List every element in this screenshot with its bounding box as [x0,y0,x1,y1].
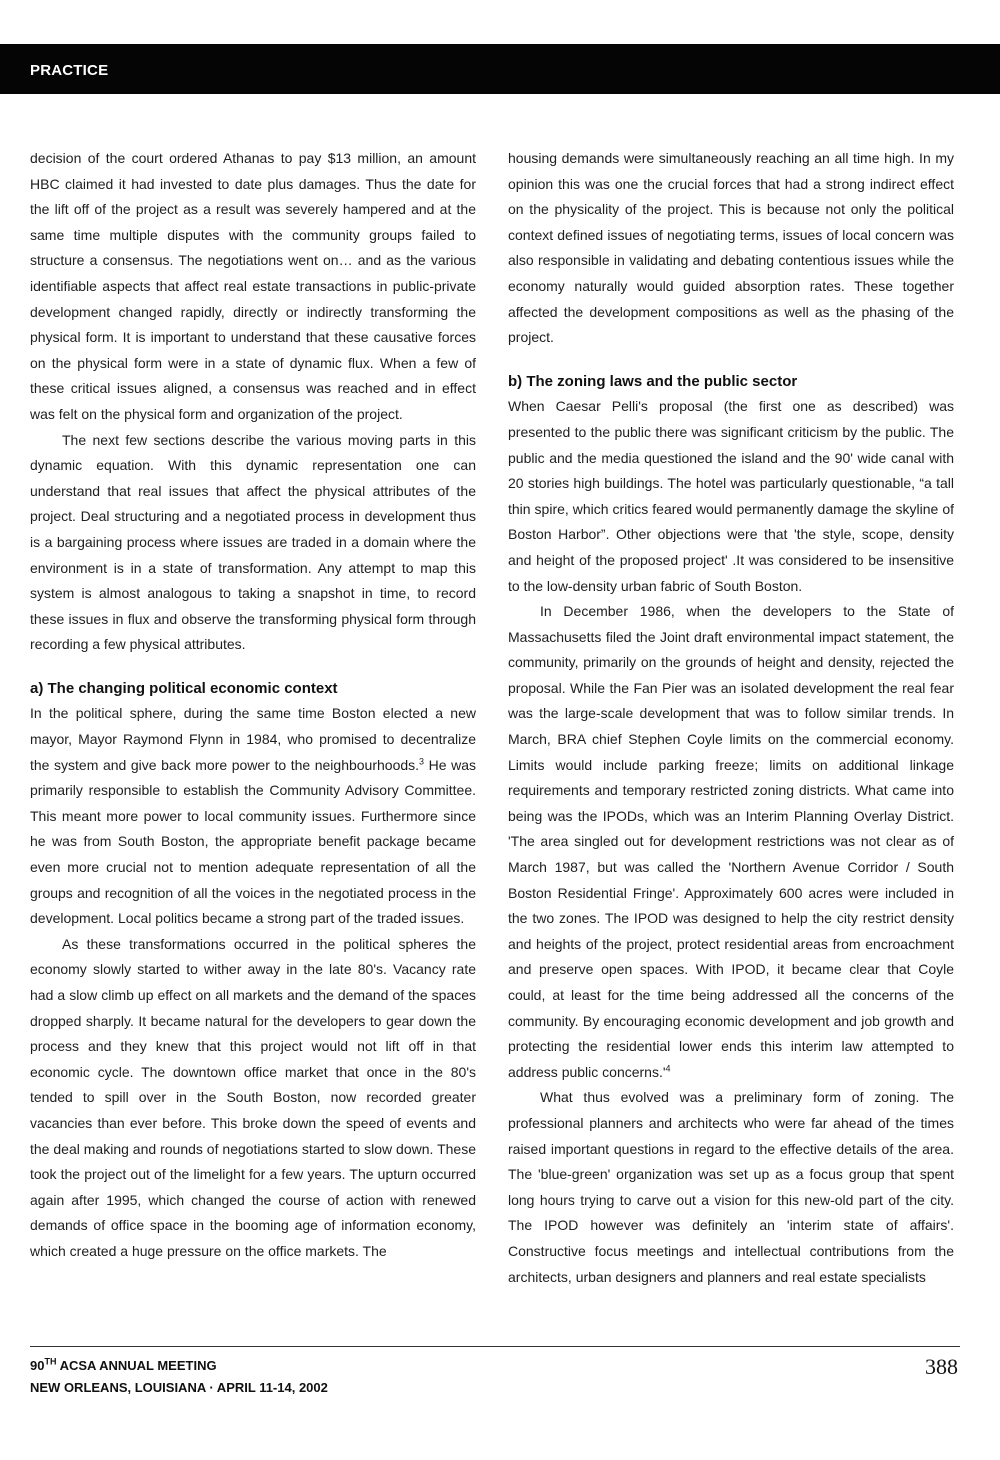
right-paragraph-3-text: In December 1986, when the developers to the State of Massachusetts filed the Joint draft environmental impact statement, the community, primarily on the grounds of height and density, rejected the proposal. While the Fan Pier was an isolated development the real fear was the large-scale development that was to follow similar trends. In March, BRA chief Stephen Coyle limits on the commercial economy. Limits would include parking freeze; limits on additional linkage requirements and temporary restricted zoning districts. What came into being was the IPODs, which was an Interim Planning Overlay District. 'The area singled out for development restrictions was not clear as of March 1987, but was called the 'Northern Avenue Corridor / South Boston Residential Fringe'. Approximately 600 acres were included in the two zones. The IPOD was designed to help the city restrict density and heights of the project, protect residential areas from encroachment and preserve open spaces. With IPOD, it became clear that Coyle could, at least for the time being addressed all the concerns of the community. By encouraging economic development and job growth and protecting the residential lower ends this interim law attempted to address public concerns.' [508,603,954,1080]
left-paragraph-3-text-b: He was primarily responsible to establish the Community Advisory Committee. This meant more power to local community issues. Furthermore since he was from South Boston, the appropriate benefit package became even more crucial not to mention adequate representation of all the groups and recognition of all the voices in the negotiated process in the development. Local politics became a strong part of the traded issues. [30,756,476,927]
left-column [30,146,476,1265]
right-paragraph-4: What thus evolved was a preliminary form of zoning. The professional planners and architects who were far ahead of the times raised important questions in regard to the effective details of the area. The 'blue-green' organization was set up as a focus group that spent long hours trying to carve out a vision for this new-old part of the city. The IPOD however was definitely an 'interim state of affairs'. Constructive focus meetings and intellectual contributions from the architects, urban designers and planners and real estate specialists [508,1089,954,1285]
right-paragraph-2: When Caesar Pelli's proposal (the first one as described) was presented to the public there was significant criticism by the public. The public and the media questioned the island and the 90' wide canal with 20 stories high buildings. The hotel was particularly questionable, “a tall thin spire, which critics feared would permanently damage the skyline of Boston Harbor”. Other objections were that 'the style, scope, density and height of the proposed project' .It was considered to be insensitive to the low-density urban fabric of South Boston. [508,398,954,594]
right-paragraph-1: housing demands were simultaneously reaching an all time high. In my opinion this was one the crucial forces that had a strong indirect effect on the physicality of the project. This is because not only the political context defined issues of negotiating terms, issues of local concern was also responsible in validating and debating contentious issues while the economy naturally would guided absorption rates. These together affected the development compositions as well as the phasing of the project. [508,150,954,346]
heading-political-economic-context: a) The changing political economic context [30,679,338,697]
footer-ordinal: 90 [30,1358,45,1373]
heading-zoning-laws: b) The zoning laws and the public sector [508,372,798,390]
left-paragraph-2: The next few sections describe the various moving parts in this dynamic equation. With this dynamic representation one can understand that real issues that affect the physical attributes of the project. Deal structuring and a negotiated process in development thus is a bargaining process where issues are traded in a domain where the environment is in a state of transformation. Any attempt to map this system is almost analogous to taking a snapshot in time, to record these issues in flux and observe the transforming physical form through recording a few physical attributes. [30,431,476,653]
footer-meeting-name: ACSA ANNUAL MEETING [56,1358,217,1373]
section-label: PRACTICE [30,62,109,79]
footnote-ref-3: 3 [419,756,425,766]
footnote-ref-4: 4 [665,1063,671,1074]
page-number: 388 [925,1354,958,1379]
right-column [508,146,954,1290]
footer-conference-title [30,1358,217,1373]
footer-location-date: NEW ORLEANS, LOUISIANA · APRIL 11-14, 2002 [30,1380,328,1395]
top-margin [0,0,1000,44]
left-paragraph-4: As these transformations occurred in the political spheres the economy slowly started to wither away in the late 80's. Vacancy rate had a slow climb up effect on all markets and the demand of the spaces dropped sharply. It became natural for the developers to gear down the process and they knew that this project would not lift off in that economic cycle. The downtown office market that once in the 80's tended to spill over in the South Boston, now recorded greater vacancies than ever before. This broke down the speed of events and the deal making and rounds of negotiations started to slow down. These took the project out of the limelight for a few years. The upturn occurred again after 1995, which changed the course of action with renewed demands of office space in the booming age of information economy, which created a huge pressure on the office markets. The [30,935,476,1259]
section-header-bar [0,44,1000,94]
left-paragraph-3 [30,701,476,931]
footer-divider [30,1346,960,1347]
left-paragraph-1: decision of the court ordered Athanas to pay $13 million, an amount HBC claimed it had invested to date plus damages. Thus the date for the lift off of the project as a result was severely hampered and at the same time multiple disputes with the community groups failed to structure a consensus. The negotiations went on… and as the various identifiable aspects that affect real estate transactions in public-private development changed rapidly, directly or indirectly transforming the physical form. It is important to understand that these causative forces on the physical form were in a state of dynamic flux. When a few of these critical issues aligned, a consensus was reached and in effect was felt on the physical form and organization of the project. [30,150,476,422]
footer-ordinal-suffix: TH [44,1356,57,1367]
right-paragraph-3 [508,599,954,1085]
left-paragraph-3-text-a: In the political sphere, during the same time Boston elected a new mayor, Mayor Raymond Flynn in 1984, who promised to decentralize the system and give back more power to the neighbourhoods. [30,705,476,773]
